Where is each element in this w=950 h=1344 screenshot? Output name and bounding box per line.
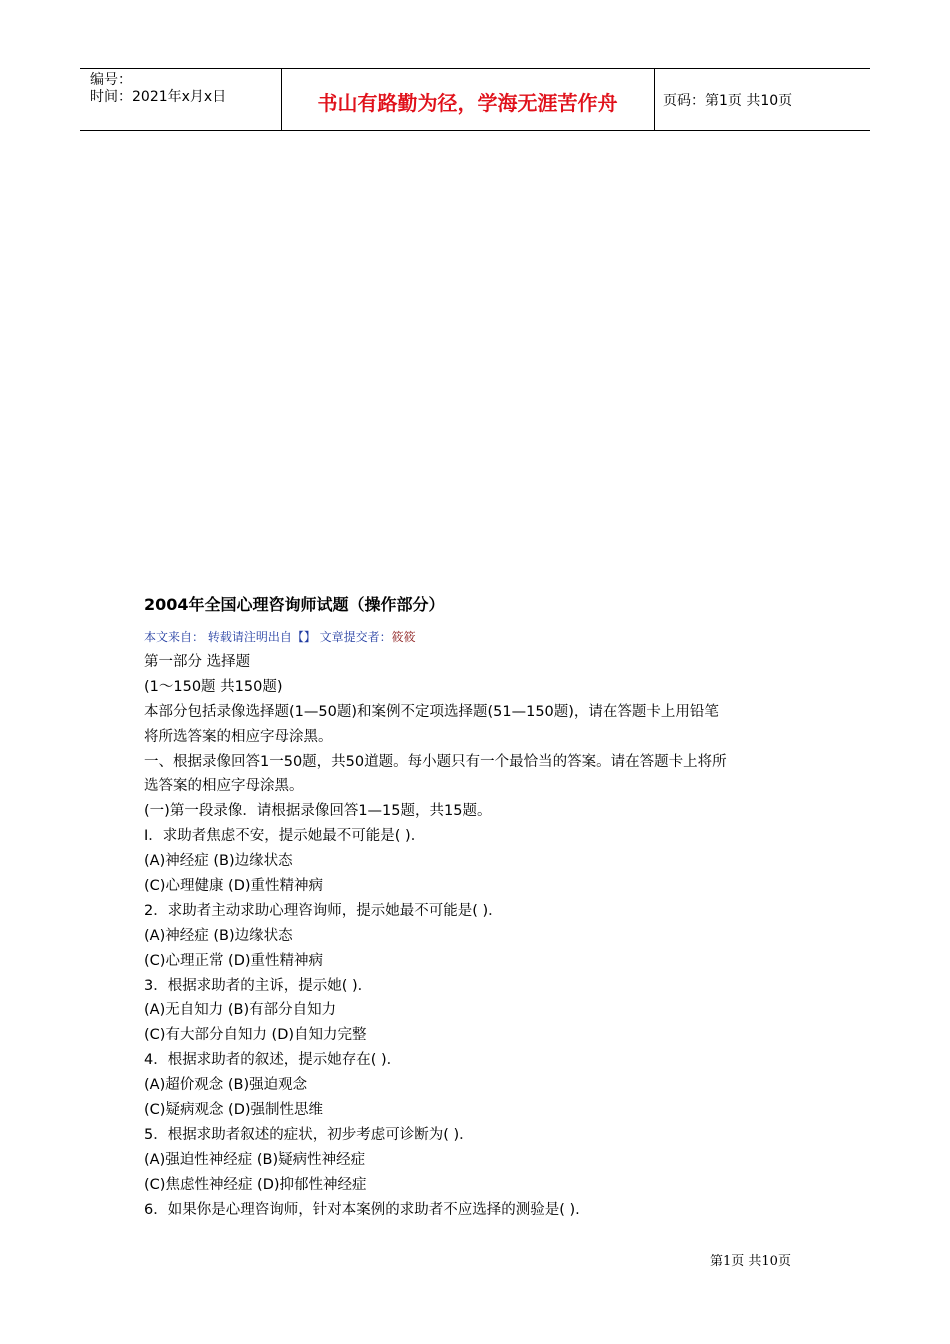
header-info-cell [80,69,282,130]
body-line: (A)超价观念 (B)强迫观念 [144,1077,308,1094]
body-line: (1～150题 共150题) [144,678,283,695]
body-line: (A)神经症 (B)边缘状态 [144,853,293,870]
body-line: 3．根据求助者的主诉，提示她( )． [144,977,373,994]
header-page-number: 页码：第1页 共10页 [663,93,793,109]
body-line: 6．如果你是心理咨询师，针对本案例的求助者不应选择的测验是( ). [144,1201,580,1218]
body-line: (C)焦虑性神经症 (D)抑郁性神经症 [144,1176,367,1193]
body-line: (A)强迫性神经症 (B)疑病性神经症 [144,1151,366,1168]
document-number-label: 编号： [90,72,132,88]
body-line: 一、根据录像回答1一50题，共50道题。每小题只有一个最恰当的答案。请在答题卡上将所 [144,753,727,770]
document-body [144,650,809,1222]
body-line: 将所选答案的相应字母涂黑。 [144,728,333,745]
body-line: (一)第一段录像．请根据录像回答1—15题，共15题。 [144,803,492,820]
page-footer: 第1页 共10页 [710,1254,791,1269]
source-label: 本文来自： 转载请注明出自【】 文章提交者： [144,630,392,644]
body-line: (C)疑病观念 (D)强制性思维 [144,1102,324,1119]
source-author: 筱筱 [391,630,416,644]
body-line: (A)无自知力 (B)有部分自知力 [144,1002,337,1019]
page-header [80,68,870,131]
body-line: (C)心理正常 (D)重性精神病 [144,952,324,969]
body-line: 第一部分 选择题 [144,654,251,670]
body-line: 选答案的相应字母涂黑。 [144,778,304,795]
body-line: I．求助者焦虑不安，提示她最不可能是( )． [144,828,426,845]
body-line: 2．求助者主动求助心理咨询师，提示她最不可能是( )． [144,902,503,919]
document-title: 2004年全国心理咨询师试题（操作部分） [144,595,445,614]
body-line: 本部分包括录像选择题(1—50题)和案例不定项选择题(51—150题)，请在答题卡上用铅笔 [144,703,719,720]
body-line: (C)心理健康 (D)重性精神病 [144,878,324,895]
body-line: (A)神经症 (B)边缘状态 [144,927,293,944]
source-line [144,628,416,645]
header-motto: 书山有路勤为径，学海无涯苦作舟 [317,91,618,115]
header-motto-cell [281,69,655,130]
document-date-label: 时间：2021年x月x日 [90,89,227,105]
body-line: 4．根据求助者的叙述，提示她存在( )． [144,1052,402,1069]
body-line: (C)有大部分自知力 (D)自知力完整 [144,1027,367,1044]
header-page-cell [655,69,870,130]
body-line: 5．根据求助者叙述的症状，初步考虑可诊断为( )． [144,1126,474,1143]
